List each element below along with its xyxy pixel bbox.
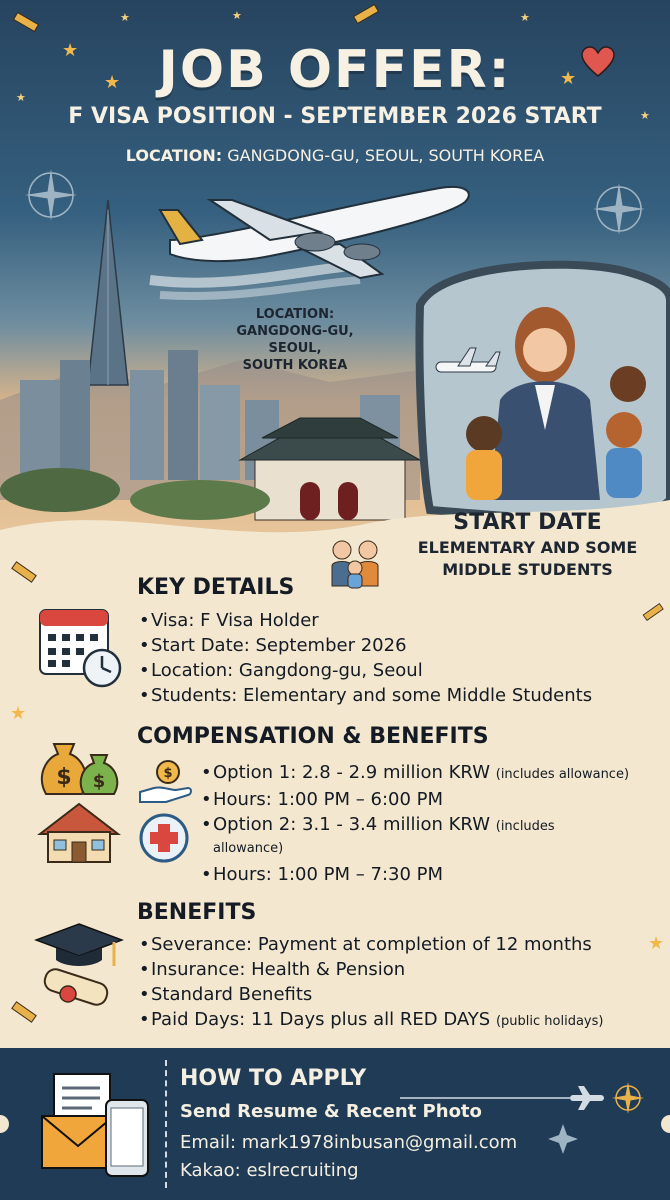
bullet: • — [139, 959, 150, 980]
pencil-icon — [640, 600, 668, 624]
start-date-line: ELEMENTARY AND SOME — [417, 538, 638, 557]
compass-icon — [612, 1082, 644, 1114]
list-item — [201, 760, 629, 787]
calendar-icon — [36, 604, 126, 690]
benefit-severance: Severance: Payment at completion of 12 months — [151, 934, 592, 955]
option-2-note-cont: allowance) — [213, 841, 284, 856]
bullet: • — [201, 762, 212, 783]
option-1-note: (includes allowance) — [495, 767, 630, 782]
star-icon: ★ — [560, 68, 577, 89]
send-resume-text: Send Resume & Recent Photo — [180, 1101, 482, 1122]
benefits-heading: BENEFITS — [137, 900, 257, 925]
star-icon: ★ — [520, 11, 530, 24]
bullet: • — [139, 610, 150, 631]
caption-line: SOUTH KOREA — [242, 358, 348, 373]
bullet: • — [139, 1009, 150, 1030]
house-icon — [36, 800, 122, 866]
bullet: • — [139, 934, 150, 955]
start-date-heading: START DATE — [453, 510, 602, 535]
ticket-divider — [165, 1060, 167, 1188]
compensation-heading: COMPENSATION & BENEFITS — [137, 724, 489, 749]
star-icon: ★ — [62, 40, 79, 61]
header-banner — [0, 0, 670, 560]
caption-line: GANGDONG-GU, SEOUL, — [236, 324, 354, 356]
location-value: GANGDONG-GU, SEOUL, SOUTH KOREA — [227, 146, 545, 165]
contact-kakao[interactable]: Kakao: eslrecruiting — [180, 1160, 359, 1181]
option-1-salary: Option 1: 2.8 - 2.9 million KRW — [213, 762, 491, 783]
star-icon: ★ — [16, 91, 26, 104]
detail-visa: Visa: F Visa Holder — [151, 610, 319, 631]
airplane-icon — [150, 170, 480, 280]
money-bag-icon — [36, 736, 122, 798]
benefit-standard: Standard Benefits — [151, 984, 313, 1005]
option-2-salary: Option 2: 3.1 - 3.4 million KRW — [213, 814, 491, 835]
detail-location: Location: Gangdong-gu, Seoul — [151, 660, 423, 681]
star-icon: ★ — [120, 11, 130, 24]
list-item — [139, 608, 592, 633]
list-item — [201, 787, 629, 812]
coin-hand-icon — [136, 758, 194, 806]
list-item — [139, 1007, 603, 1034]
key-details-heading: KEY DETAILS — [137, 575, 295, 600]
bullet: • — [201, 864, 212, 885]
pencil-icon — [10, 10, 44, 34]
list-item — [139, 957, 603, 982]
paid-days-note: (public holidays) — [495, 1014, 604, 1029]
key-details-list — [139, 608, 592, 708]
contact-email[interactable]: Email: mark1978inbusan@gmail.com — [180, 1132, 518, 1153]
list-item — [201, 812, 629, 839]
star-icon: ★ — [104, 72, 121, 93]
header-location — [0, 146, 670, 165]
list-item — [201, 839, 629, 856]
list-item — [139, 982, 603, 1007]
start-date-block — [395, 510, 660, 581]
pencil-icon — [350, 2, 384, 26]
location-label: LOCATION: — [125, 146, 223, 165]
list-item — [201, 862, 629, 887]
caption-line: LOCATION: — [255, 307, 335, 322]
svg-text:$: $ — [163, 766, 173, 781]
star-icon: ★ — [648, 933, 665, 954]
star-icon: ★ — [232, 9, 242, 22]
page-title: JOB OFFER: — [158, 40, 512, 100]
scene-location-caption — [210, 306, 380, 374]
compensation-list — [201, 760, 629, 887]
option-2-note: (includes — [495, 819, 555, 834]
how-to-apply-heading: HOW TO APPLY — [180, 1066, 367, 1091]
bullet: • — [139, 685, 150, 706]
start-date-line: MIDDLE STUDENTS — [442, 560, 613, 579]
benefits-list — [139, 932, 603, 1034]
svg-text:$: $ — [56, 765, 72, 790]
bullet: • — [201, 814, 212, 835]
diploma-icon — [42, 967, 110, 1008]
detail-start-date: Start Date: September 2026 — [151, 635, 407, 656]
phone-icon — [106, 1100, 148, 1176]
ticket-notch — [661, 1115, 670, 1133]
ticket-notch — [0, 1115, 9, 1133]
list-item — [139, 658, 592, 683]
how-to-apply-footer — [0, 1048, 670, 1200]
svg-text:$: $ — [92, 771, 106, 792]
benefit-paid-days: Paid Days: 11 Days plus all RED DAYS — [151, 1009, 491, 1030]
medical-cross-icon — [138, 812, 190, 864]
star-icon — [548, 1124, 578, 1154]
benefit-insurance: Insurance: Health & Pension — [151, 959, 406, 980]
pencil-icon — [8, 560, 42, 584]
bullet: • — [201, 789, 212, 810]
star-icon: ★ — [640, 109, 650, 122]
bullet: • — [139, 984, 150, 1005]
page-subtitle: F VISA POSITION - SEPTEMBER 2026 START — [68, 104, 602, 129]
list-item — [139, 633, 592, 658]
family-icon — [326, 538, 386, 590]
detail-students: Students: Elementary and some Middle Students — [151, 685, 593, 706]
star-icon: ★ — [10, 703, 27, 724]
option-1-hours: Hours: 1:00 PM – 6:00 PM — [213, 789, 444, 810]
list-item — [139, 932, 603, 957]
bullet: • — [139, 660, 150, 681]
option-2-hours: Hours: 1:00 PM – 7:30 PM — [213, 864, 444, 885]
list-item — [139, 683, 592, 708]
graduation-cap-icon — [34, 920, 124, 1016]
bullet: • — [139, 635, 150, 656]
envelope-icon — [38, 1070, 154, 1182]
